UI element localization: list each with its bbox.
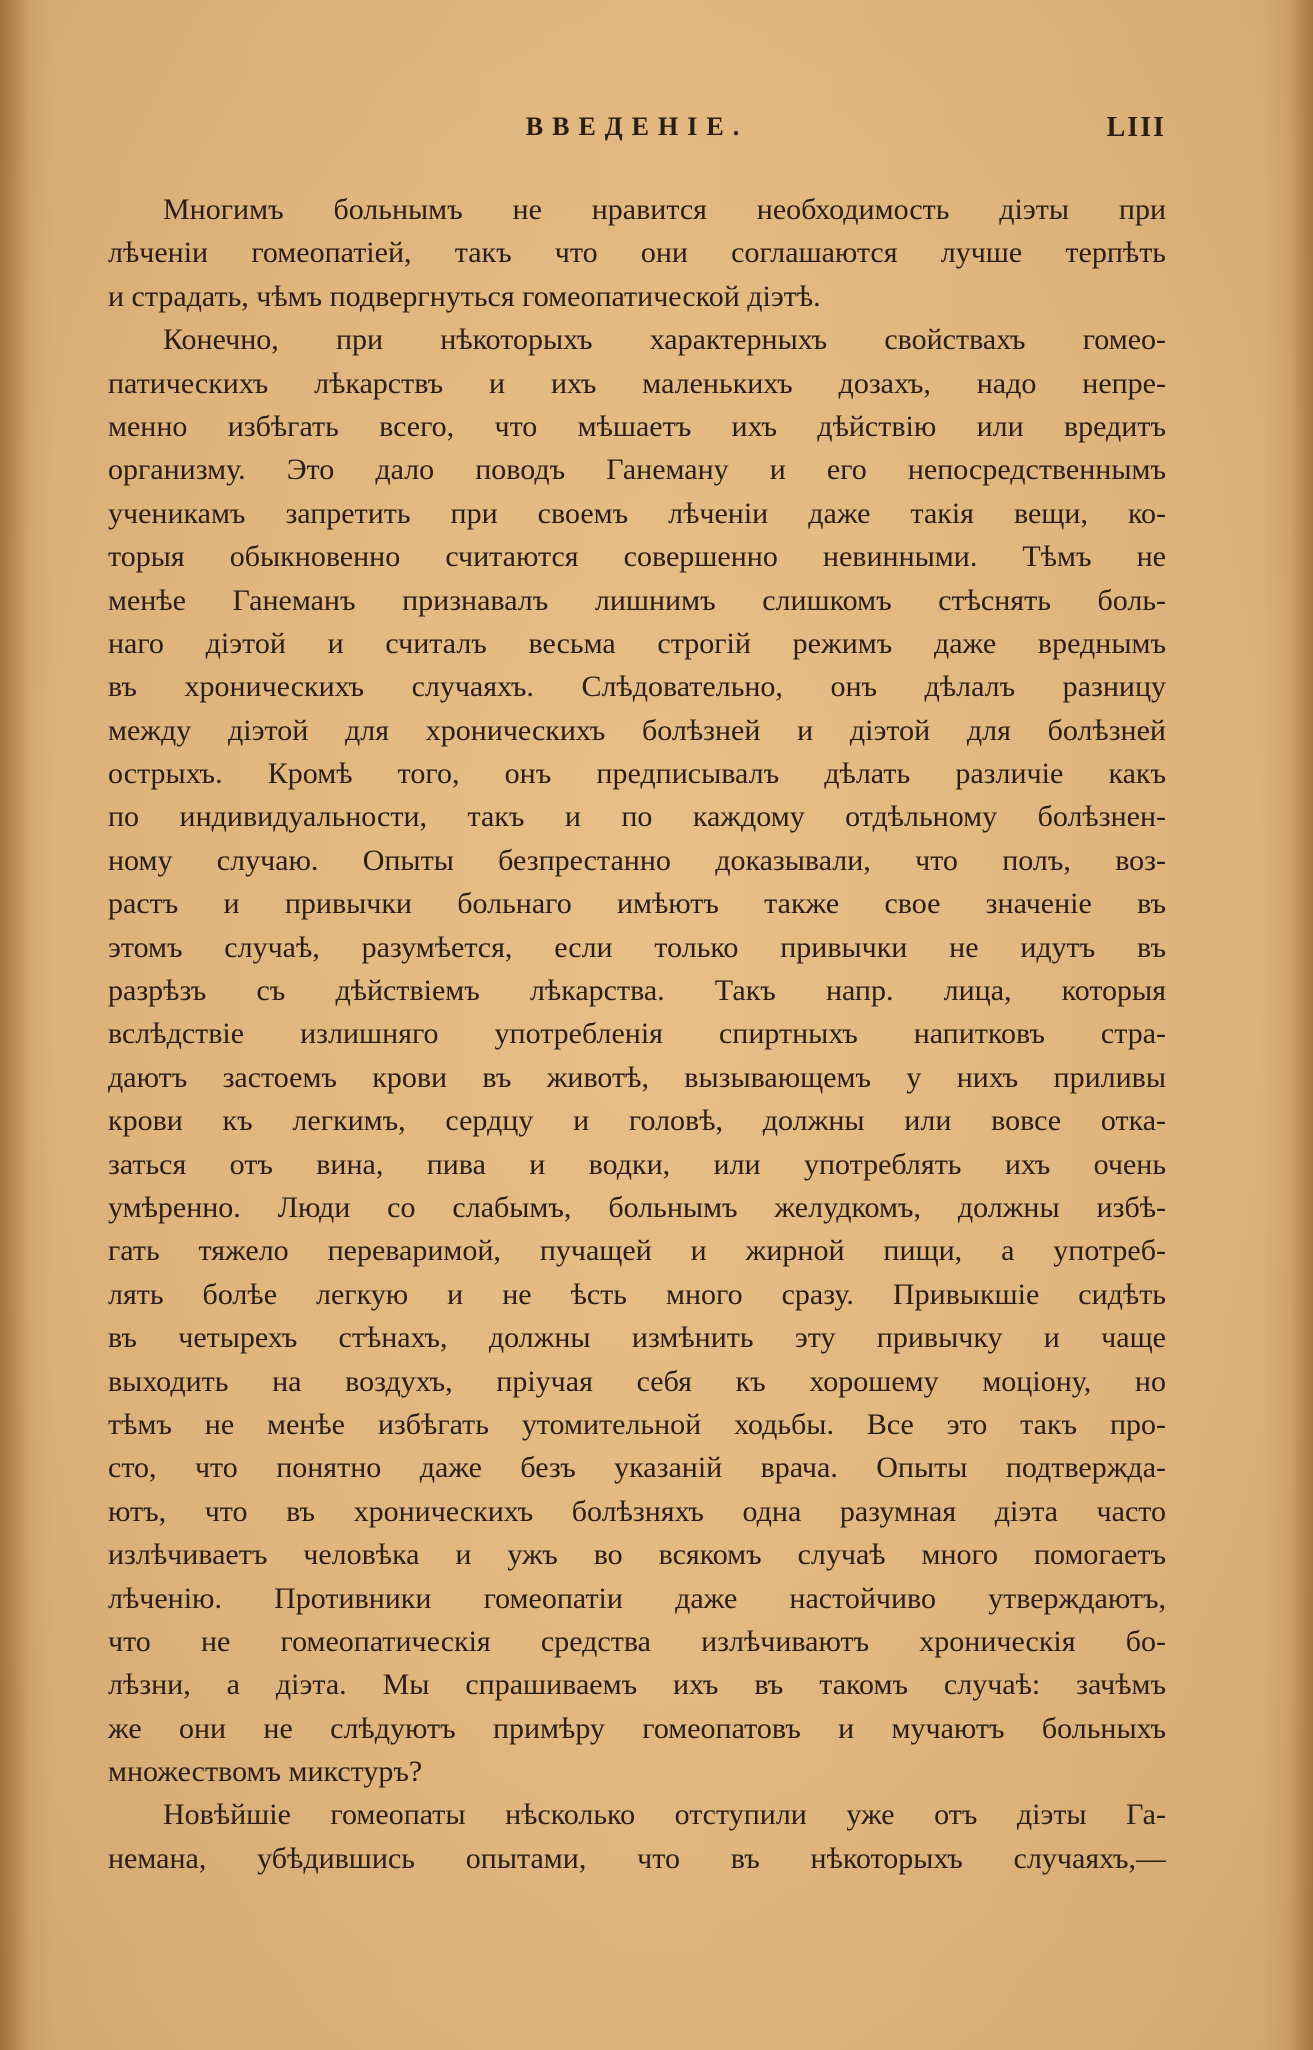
text-line: между діэтой для хроническихъ болѣзней и діэтой для болѣзней: [108, 713, 1166, 747]
text-line: же они не слѣдуютъ примѣру гомеопатовъ и мучаютъ больныхъ: [108, 1711, 1166, 1745]
text-line: по индивидуальности, такъ и по каждому отдѣльному болѣзнен-: [108, 800, 1166, 834]
running-head: [108, 112, 1166, 152]
text-line: организму. Это дало поводъ Ганеману и его непосредственнымъ: [108, 453, 1166, 487]
text-line: и страдать, чѣмъ подвергнуться гомеопатической діэтѣ.: [108, 279, 821, 313]
running-title: ВВЕДЕНІЕ.: [525, 112, 749, 141]
text-line: крови къ легкимъ, сердцу и головѣ, должны или вовсе отка-: [108, 1104, 1166, 1138]
text-line: гать тяжело переваримой, пучащей и жирной пищи, а употреб-: [108, 1234, 1166, 1268]
text-line: лѣзни, а діэта. Мы спрашиваемъ ихъ въ такомъ случаѣ: зачѣмъ: [108, 1668, 1166, 1702]
text-line: лѣченію. Противники гомеопатіи даже настойчиво утверждаютъ,: [108, 1581, 1166, 1615]
paragraph-1: [108, 188, 1166, 318]
text-line: ному случаю. Опыты безпрестанно доказывали, что полъ, воз-: [108, 843, 1166, 877]
paragraph-3: [108, 1793, 1166, 1880]
text-line: даютъ застоемъ крови въ животѣ, вызывающемъ у нихъ приливы: [108, 1060, 1166, 1094]
text-line: немана, убѣдившись опытами, что въ нѣкоторыхъ случаяхъ,—: [108, 1841, 1166, 1875]
text-line: сто, что понятно даже безъ указаній врача. Опыты подтвержда-: [108, 1451, 1166, 1485]
text-line: ученикамъ запретить при своемъ лѣченіи даже такія вещи, ко-: [108, 496, 1166, 530]
paragraph-2: [108, 318, 1166, 1793]
page-number: LIII: [1106, 112, 1166, 143]
text-line: въ хроническихъ случаяхъ. Слѣдовательно, онъ дѣлалъ разницу: [108, 670, 1166, 704]
text-line: разрѣзъ съ дѣйствіемъ лѣкарства. Такъ напр. лица, которыя: [108, 974, 1166, 1008]
text-line: умѣренно. Люди со слабымъ, больнымъ желудкомъ, должны избѣ-: [108, 1190, 1166, 1224]
text-line: Конечно, при нѣкоторыхъ характерныхъ свойствахъ гомео-: [163, 323, 1166, 357]
text-line: этомъ случаѣ, разумѣется, если только привычки не идутъ въ: [108, 930, 1166, 964]
text-line: менѣе Ганеманъ признавалъ лишнимъ слишкомъ стѣснять боль-: [108, 583, 1166, 617]
text-line: Новѣйшіе гомеопаты нѣсколько отступили уже отъ діэты Га-: [163, 1798, 1166, 1832]
text-line: менно избѣгать всего, что мѣшаетъ ихъ дѣйствію или вредитъ: [108, 409, 1166, 443]
text-line: выходить на воздухъ, пріучая себя къ хорошему моціону, но: [108, 1364, 1166, 1398]
text-line: въ четырехъ стѣнахъ, должны измѣнить эту привычку и чаще: [108, 1321, 1166, 1355]
text-line: острыхъ. Кромѣ того, онъ предписывалъ дѣлать различіе какъ: [108, 757, 1166, 791]
text-line: лѣченіи гомеопатіей, такъ что они соглашаются лучше терпѣть: [108, 236, 1166, 270]
body-text: [108, 188, 1166, 1880]
text-line: Многимъ больнымъ не нравится необходимость діэты при: [163, 193, 1166, 226]
text-line: вслѣдствіе излишняго употребленія спиртныхъ напитковъ стра-: [108, 1017, 1166, 1051]
text-line: ютъ, что въ хроническихъ болѣзняхъ одна разумная діэта часто: [108, 1494, 1166, 1528]
text-line: торыя обыкновенно считаются совершенно невинными. Тѣмъ не: [108, 540, 1166, 574]
text-line: заться отъ вина, пива и водки, или употреблять ихъ очень: [108, 1147, 1166, 1181]
text-line: множествомъ микстуръ?: [108, 1755, 423, 1789]
text-line: патическихъ лѣкарствъ и ихъ маленькихъ дозахъ, надо непре-: [108, 366, 1166, 400]
text-line: что не гомеопатическія средства излѣчиваютъ хроническія бо-: [108, 1624, 1166, 1658]
text-line: излѣчиваетъ человѣка и ужъ во всякомъ случаѣ много помогаетъ: [108, 1538, 1166, 1572]
text-line: тѣмъ не менѣе избѣгать утомительной ходьбы. Все это такъ про-: [108, 1407, 1166, 1441]
text-line: наго діэтой и считалъ весьма строгій режимъ даже вреднымъ: [108, 626, 1166, 660]
text-line: лять болѣе легкую и не ѣсть много сразу. Привыкшіе сидѣть: [108, 1277, 1166, 1311]
text-line: растъ и привычки больнаго имѣютъ также свое значеніе въ: [108, 887, 1166, 921]
